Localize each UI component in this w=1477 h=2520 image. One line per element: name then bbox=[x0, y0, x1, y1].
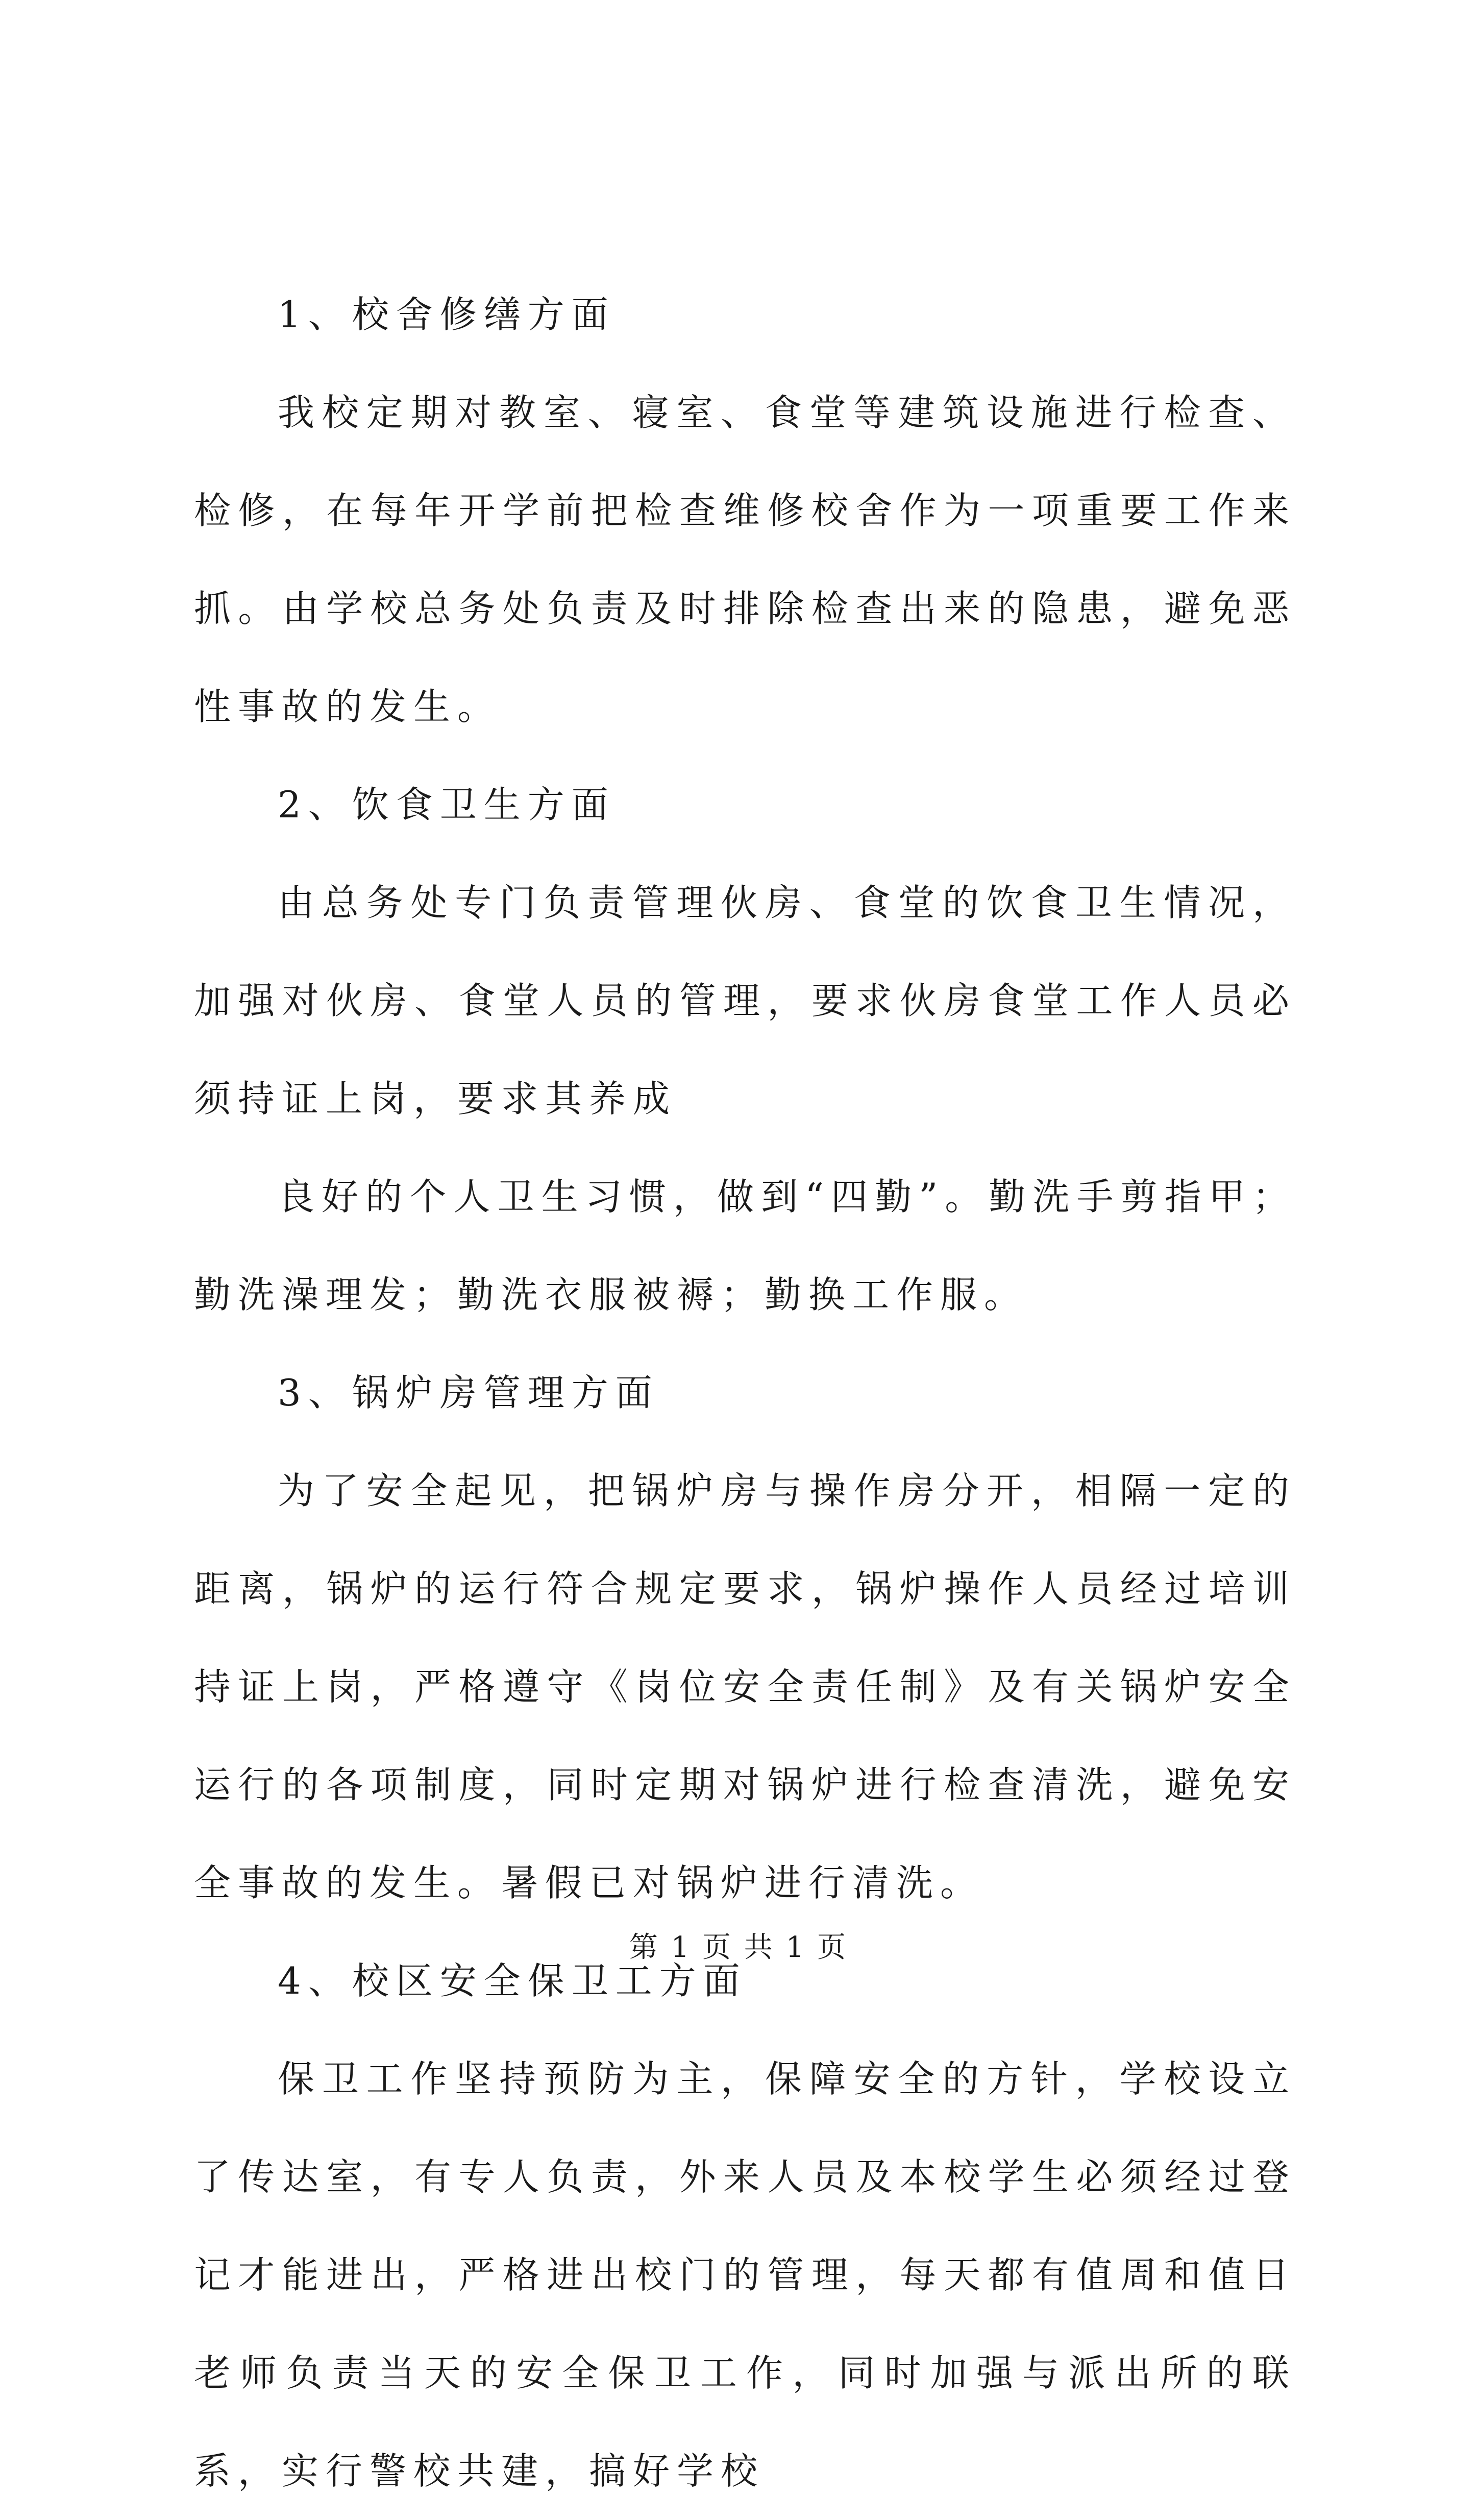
section-heading-2: 2、饮食卫生方面 bbox=[278, 783, 616, 826]
body-paragraph: 由总务处专门负责管理伙房、食堂的饮食卫生情况，加强对伙房、食堂人员的管理，要求伙房食堂工作人员必须持证上岗，要求其养成 bbox=[194, 881, 1296, 1120]
body-paragraph: 保卫工作坚持预防为主，保障安全的方针，学校设立了传达室，有专人负责，外来人员及本校学生必须经过登记才能进出，严格进出校门的管理，每天都有值周和值日老师负责当天的安全保卫工作，同时加强与派出所的联系，实行警校共建，搞好学校 bbox=[194, 2057, 1296, 2492]
section-heading-4: 4、校区安全保卫工方面 bbox=[278, 1959, 747, 2002]
page-footer: 第 1 页 共 1 页 bbox=[629, 1931, 848, 1964]
body-paragraph: 为了安全起见，把锅炉房与操作房分开，相隔一定的距离，锅炉的运行符合规定要求，锅炉操作人员经过培训持证上岗，严格遵守《岗位安全责任制》及有关锅炉安全运行的各项制度，同时定期对锅炉进行检查清洗，避免安全事故的发生。暑假已对锅炉进行清洗。 bbox=[194, 1469, 1296, 1904]
section-heading-1: 1、校舍修缮方面 bbox=[278, 293, 616, 336]
document-body bbox=[194, 265, 1296, 2520]
body-paragraph: 良好的个人卫生习惯，做到“四勤”。勤洗手剪指甲；勤洗澡理发；勤洗衣服被褥；勤换工作服。 bbox=[194, 1175, 1296, 1316]
body-paragraph: 我校定期对教室、寝室、食堂等建筑设施进行检查、检修，在每年开学前把检查维修校舍作为一项重要工作来抓。由学校总务处负责及时排除检查出来的隐患，避免恶性事故的发生。 bbox=[194, 391, 1296, 728]
section-heading-3: 3、锅炉房管理方面 bbox=[278, 1371, 659, 1414]
